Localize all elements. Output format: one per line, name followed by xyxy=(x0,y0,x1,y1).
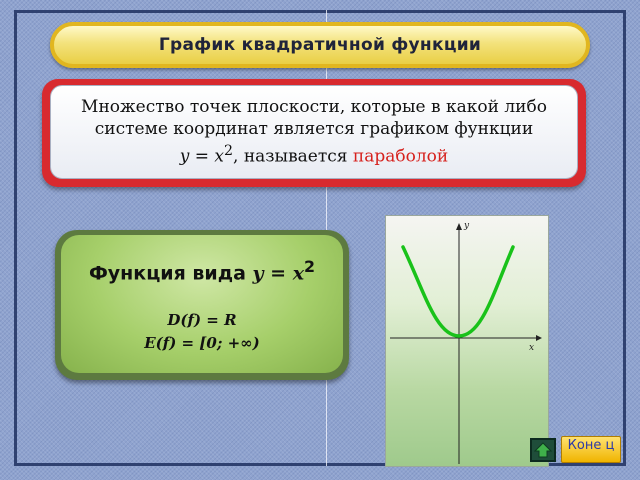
parabola-graph xyxy=(385,215,549,467)
definition-line-3 xyxy=(180,140,449,168)
end-button[interactable]: Коне ц xyxy=(561,436,621,463)
definition-box xyxy=(42,79,586,187)
y-axis-label: y xyxy=(464,221,470,231)
x-axis-arrow xyxy=(536,335,542,341)
graph-svg xyxy=(386,216,550,468)
function-title-prefix: Функция вида xyxy=(88,262,253,285)
function-domain: D(f) = R xyxy=(167,311,237,329)
definition-formula: y = x xyxy=(179,146,224,167)
definition-highlight: параболой xyxy=(352,146,449,167)
definition-line-1: Множество точек плоскости, которые в какой либо xyxy=(81,97,547,118)
parabola-curve xyxy=(403,247,513,336)
function-range: E(f) = [0; +∞) xyxy=(144,334,260,352)
function-exponent: 2 xyxy=(304,257,316,276)
definition-line-2: системе координат является графиком функции xyxy=(94,119,534,140)
home-button[interactable] xyxy=(530,438,556,462)
home-icon xyxy=(534,442,552,458)
y-axis-arrow xyxy=(456,223,462,230)
definition-exponent: 2 xyxy=(224,143,234,160)
function-title xyxy=(61,257,343,284)
title-banner xyxy=(50,22,590,68)
definition-connector: , называется xyxy=(233,146,353,167)
function-box xyxy=(55,230,349,380)
definition-content xyxy=(50,85,578,179)
function-content xyxy=(61,235,343,373)
page-title: График квадратичной функции xyxy=(158,35,482,55)
x-axis-label: x xyxy=(529,343,535,353)
function-formula: y = x xyxy=(252,262,305,285)
